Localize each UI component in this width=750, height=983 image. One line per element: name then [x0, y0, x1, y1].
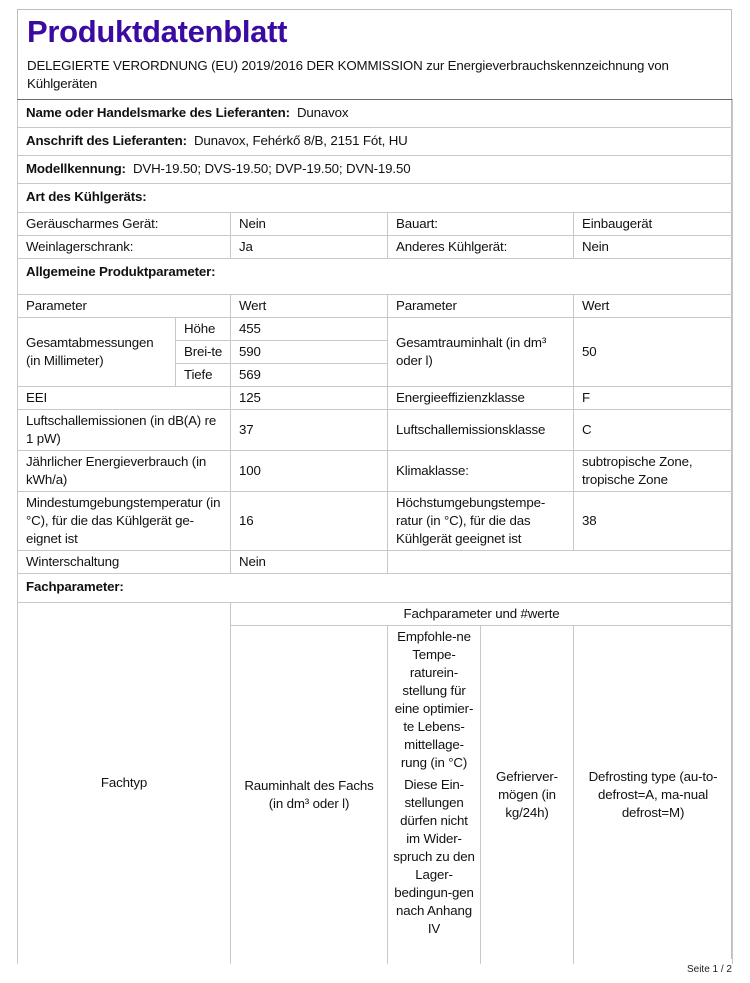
param-label: Geräuscharmes Gerät:	[18, 213, 231, 236]
param-label: Luftschallemissionsklasse	[388, 410, 574, 451]
table-row	[18, 236, 733, 259]
param-label: Anderes Kühlgerät:	[388, 236, 574, 259]
param-label: Höchstumgebungstempe-ratur (in °C), für die das Kühlgerät geeignet ist	[388, 492, 574, 551]
table-row	[18, 492, 733, 551]
param-label: EEI	[18, 387, 231, 410]
compartment-group-header: Fachparameter und #werte	[231, 603, 733, 626]
depth-value: 569	[231, 364, 388, 387]
table-row	[18, 318, 733, 341]
param-value: subtropische Zone, tropische Zone	[574, 451, 733, 492]
freezing-capacity-header: Gefrierver-mögen (in kg/24h)	[481, 626, 574, 964]
param-value: Ja	[231, 236, 388, 259]
supplier-address-value: Dunavox, Fehérkő 8/B, 2151 Fót, HU	[193, 133, 408, 148]
height-label: Höhe	[176, 318, 231, 341]
storage-conditions-note: Diese Ein-stellungen dürfen nicht im Wider-spruch zu den Lager-bedingun-gen nach Anhang IV	[393, 777, 475, 936]
datasheet-table	[17, 99, 733, 964]
compartment-volume-header: Rauminhalt des Fachs (in dm³ oder l)	[231, 626, 388, 964]
model-id-value: DVH-19.50; DVS-19.50; DVP-19.50; DVN-19.50	[132, 161, 411, 176]
param-label: Klimaklasse:	[388, 451, 574, 492]
param-label: Weinlagerschrank:	[18, 236, 231, 259]
height-value: 455	[231, 318, 388, 341]
general-params-heading: Allgemeine Produktparameter:	[18, 259, 733, 295]
regulation-subtitle: DELEGIERTE VERORDNUNG (EU) 2019/2016 DER KOMMISSION zur Energieverbrauchskennzeichnung von Kühlgeräten	[27, 58, 669, 91]
product-datasheet	[17, 9, 732, 959]
supplier-name-label: Name oder Handelsmarke des Lieferanten:	[26, 105, 290, 120]
column-header: Wert	[231, 295, 388, 318]
param-value: 37	[231, 410, 388, 451]
table-row	[18, 387, 733, 410]
winter-mode-label: Winterschaltung	[18, 551, 231, 574]
param-label: Energieeffizienzklasse	[388, 387, 574, 410]
recommended-temperature-header	[388, 626, 481, 964]
total-volume-label: Gesamtrauminhalt (in dm³ oder l)	[388, 318, 574, 387]
param-label: Bauart:	[388, 213, 574, 236]
compartment-params-heading: Fachparameter:	[18, 574, 733, 603]
param-value: C	[574, 410, 733, 451]
page-number: Seite 1 / 2	[686, 964, 732, 975]
winter-mode-value: Nein	[231, 551, 388, 574]
supplier-address-row	[18, 128, 733, 156]
param-label: Luftschallemissionen (in dB(A) re 1 pW)	[18, 410, 231, 451]
depth-label: Tiefe	[176, 364, 231, 387]
param-label: Jährlicher Energieverbrauch (in kWh/a)	[18, 451, 231, 492]
column-header: Wert	[574, 295, 733, 318]
dimensions-label: Gesamtabmessungen (in Millimeter)	[18, 318, 176, 387]
model-id-row	[18, 156, 733, 184]
width-value: 590	[231, 341, 388, 364]
supplier-address-label: Anschrift des Lieferanten:	[26, 133, 187, 148]
supplier-name-value: Dunavox	[296, 105, 349, 120]
table-row	[18, 410, 733, 451]
table-row	[18, 213, 733, 236]
compartment-group-header-row	[18, 603, 733, 626]
param-value: Einbaugerät	[574, 213, 733, 236]
param-value: Nein	[574, 236, 733, 259]
table-row	[18, 551, 733, 574]
column-header: Parameter	[388, 295, 574, 318]
table-row	[18, 451, 733, 492]
total-volume-value: 50	[574, 318, 733, 387]
column-header: Parameter	[18, 295, 231, 318]
param-value: 125	[231, 387, 388, 410]
column-header-row	[18, 295, 733, 318]
appliance-type-heading: Art des Kühlgeräts:	[18, 184, 733, 213]
recommended-temperature-text: Empfohle-ne Tempe-raturein-stellung für eine optimier-te Lebens-mittellage-rung (in °C)	[394, 629, 474, 770]
page-title: Produktdatenblatt	[27, 14, 288, 49]
defrosting-type-header: Defrosting type (au-to-defrost=A, ma-nual defrost=M)	[574, 626, 733, 964]
param-value: Nein	[231, 213, 388, 236]
model-id-label: Modellkennung:	[26, 161, 126, 176]
param-value: F	[574, 387, 733, 410]
param-value: 38	[574, 492, 733, 551]
param-label: Mindestumgebungstemperatur (in °C), für die das Kühlgerät ge-eignet ist	[18, 492, 231, 551]
supplier-name-row	[18, 100, 733, 128]
param-value: 100	[231, 451, 388, 492]
param-value: 16	[231, 492, 388, 551]
empty-cell	[388, 551, 733, 574]
compartment-type-header: Fachtyp	[18, 603, 231, 964]
width-label: Brei-te	[176, 341, 231, 364]
